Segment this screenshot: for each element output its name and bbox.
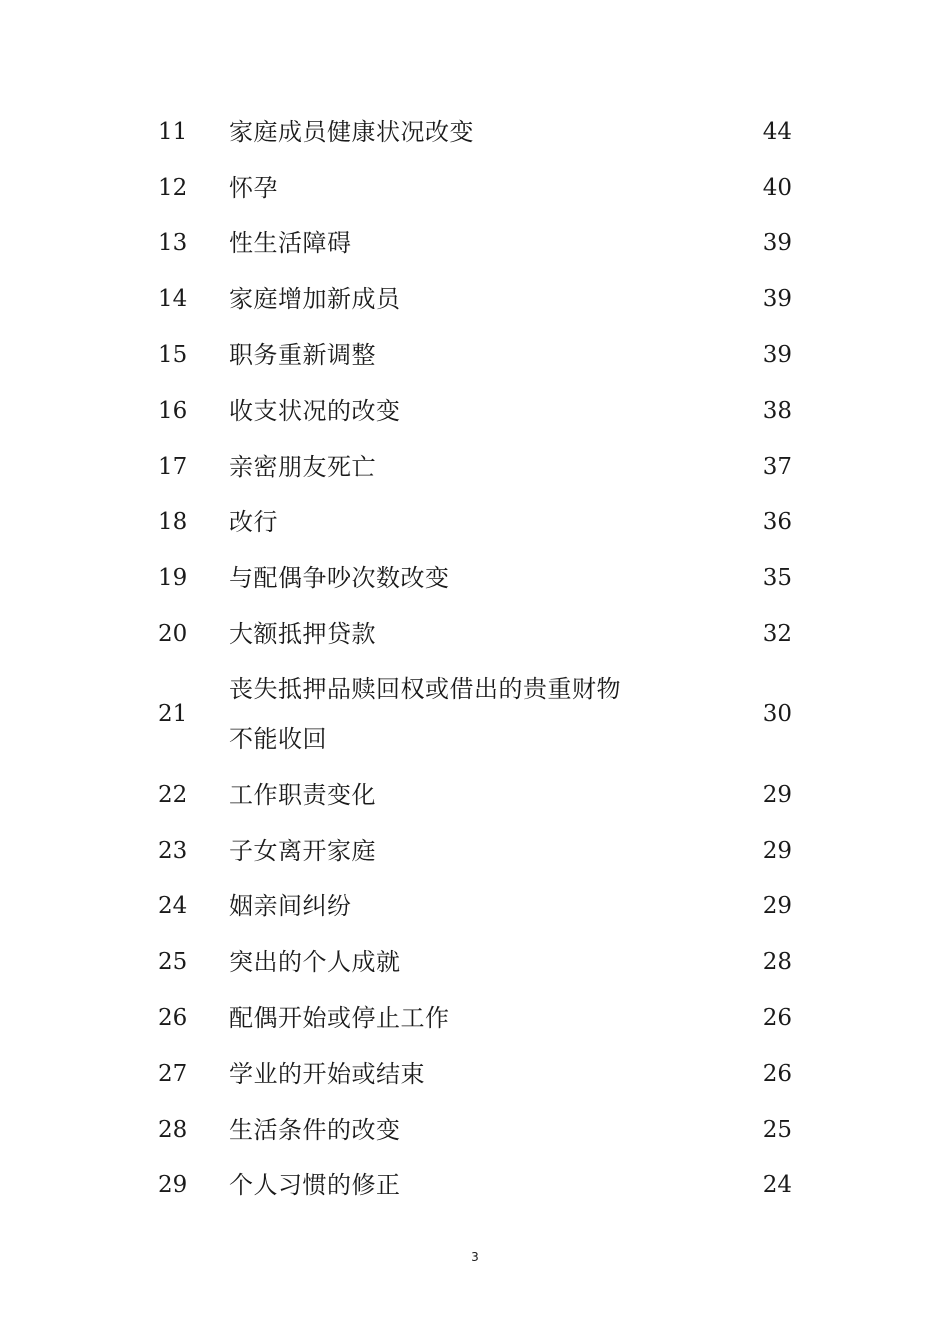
event-score: 29 — [762, 893, 792, 920]
event-name: 子女离开家庭 — [229, 836, 376, 865]
event-name: 个人习惯的修正 — [229, 1171, 401, 1200]
table-row — [0, 1046, 950, 1102]
row-number: 19 — [158, 565, 188, 592]
event-score: 39 — [762, 342, 792, 369]
row-number: 28 — [158, 1116, 188, 1143]
table-row — [0, 606, 950, 662]
event-score: 26 — [762, 1005, 792, 1032]
event-name: 姻亲间纠纷 — [229, 892, 352, 921]
row-number: 20 — [158, 621, 188, 648]
row-number: 25 — [158, 949, 188, 976]
event-score: 37 — [762, 453, 792, 480]
event-name: 配偶开始或停止工作 — [229, 1004, 450, 1033]
table-row — [0, 879, 950, 935]
event-score: 30 — [762, 701, 792, 728]
row-number: 23 — [158, 837, 188, 864]
event-score: 25 — [762, 1116, 792, 1143]
event-name: 亲密朋友死亡 — [229, 452, 376, 481]
event-name: 大额抵押贷款 — [229, 620, 376, 649]
row-number: 21 — [158, 701, 188, 728]
event-score: 26 — [762, 1060, 792, 1087]
table-row — [0, 823, 950, 879]
event-name: 工作职责变化 — [229, 780, 376, 809]
event-score: 36 — [762, 509, 792, 536]
event-name-line-2: 不能收回 — [229, 725, 327, 754]
event-name: 家庭成员健康状况改变 — [229, 117, 474, 146]
event-score: 39 — [762, 286, 792, 313]
event-name: 怀孕 — [229, 173, 278, 202]
table-row — [0, 216, 950, 272]
table-row — [0, 160, 950, 216]
row-number: 22 — [158, 781, 188, 808]
table-row — [0, 990, 950, 1046]
table-row — [0, 662, 950, 767]
event-name-line-1: 丧失抵押品赎回权或借出的贵重财物 — [229, 675, 621, 704]
row-number: 18 — [158, 509, 188, 536]
event-name: 性生活障碍 — [229, 229, 352, 258]
event-name: 学业的开始或结束 — [229, 1059, 425, 1088]
table-row — [0, 439, 950, 495]
table-row — [0, 1102, 950, 1158]
table-row — [0, 495, 950, 551]
row-number: 11 — [158, 118, 188, 145]
row-number: 13 — [158, 230, 188, 257]
row-number: 24 — [158, 893, 188, 920]
event-name: 与配偶争吵次数改变 — [229, 564, 450, 593]
event-score: 40 — [762, 174, 792, 201]
event-name: 收支状况的改变 — [229, 396, 401, 425]
row-number: 12 — [158, 174, 188, 201]
event-name: 突出的个人成就 — [229, 948, 401, 977]
row-number: 26 — [158, 1005, 188, 1032]
table-row — [0, 383, 950, 439]
event-name: 生活条件的改变 — [229, 1115, 401, 1144]
table-row — [0, 104, 950, 160]
event-name: 改行 — [229, 508, 278, 537]
table-row — [0, 327, 950, 383]
table-row — [0, 271, 950, 327]
row-number: 27 — [158, 1060, 188, 1087]
event-name: 职务重新调整 — [229, 341, 376, 370]
event-score: 29 — [762, 837, 792, 864]
table-row — [0, 1158, 950, 1214]
row-number: 15 — [158, 342, 188, 369]
row-number: 16 — [158, 397, 188, 424]
event-score: 28 — [762, 949, 792, 976]
event-score: 35 — [762, 565, 792, 592]
event-score: 44 — [762, 118, 792, 145]
row-number: 14 — [158, 286, 188, 313]
life-events-table — [0, 104, 950, 1213]
page-number: 3 — [471, 1250, 479, 1264]
row-number: 29 — [158, 1172, 188, 1199]
table-row — [0, 934, 950, 990]
table-row — [0, 767, 950, 823]
event-score: 24 — [762, 1172, 792, 1199]
event-name — [229, 662, 659, 767]
row-number: 17 — [158, 453, 188, 480]
event-name: 家庭增加新成员 — [229, 285, 401, 314]
table-row — [0, 550, 950, 606]
event-score: 32 — [762, 621, 792, 648]
event-score: 38 — [762, 397, 792, 424]
event-score: 29 — [762, 781, 792, 808]
event-score: 39 — [762, 230, 792, 257]
